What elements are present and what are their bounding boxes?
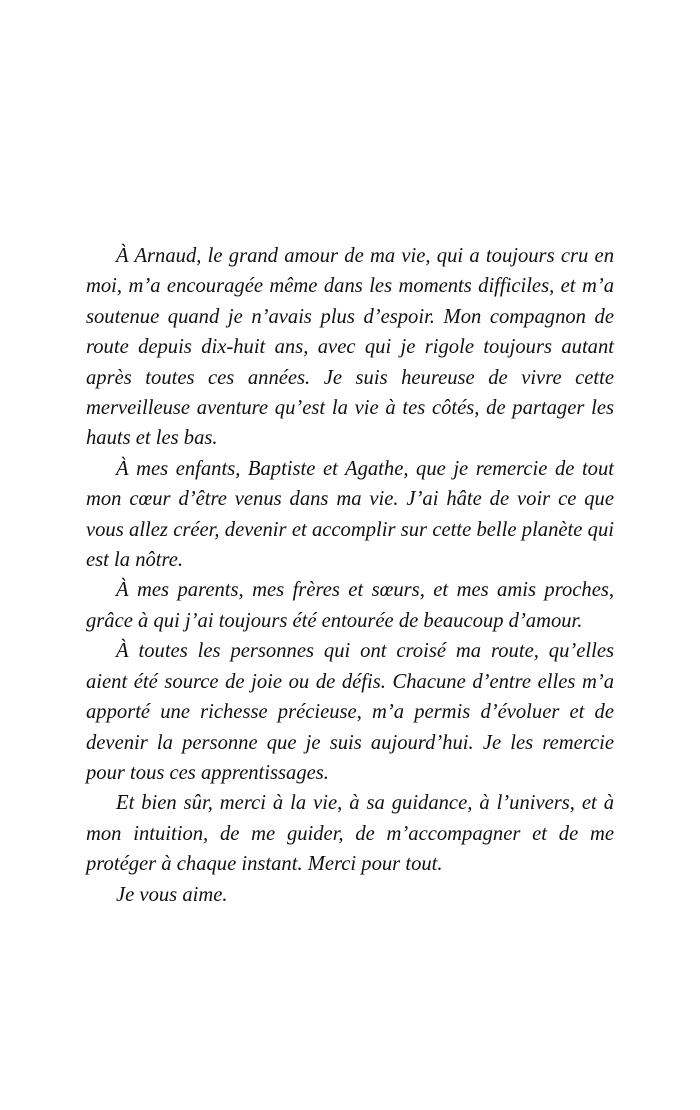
- paragraph-people: À toutes les personnes qui ont croisé ma route, qu’elles aient été source de joie ou de défis. Chacune d’entre elles m’a apporté une richesse précieuse, m’a permis d’évoluer et de devenir la personne que je suis aujourd’hui. Je les remercie pour tous ces apprentissages.: [86, 640, 614, 784]
- dedication-text: [86, 241, 614, 910]
- paragraph-family: À mes parents, mes frères et sœurs, et mes amis proches, grâce à qui j’ai toujours été entourée de beaucoup d’amour.: [86, 579, 614, 632]
- paragraph-children: À mes enfants, Baptiste et Agathe, que je remercie de tout mon cœur d’être venus dans ma vie. J’ai hâte de voir ce que vous allez créer, devenir et accomplir sur cette belle planète qui est la nôtre.: [86, 457, 614, 572]
- paragraph-life: Et bien sûr, merci à la vie, à sa guidance, à l’univers, et à mon intuition, de me guider, de m’accompagner et de me protéger à chaque instant. Merci pour tout.: [86, 792, 614, 876]
- paragraph-arnaud: À Arnaud, le grand amour de ma vie, qui a toujours cru en moi, m’a encouragée même dans les moments difficiles, et m’a soutenue quand je n’avais plus d’espoir. Mon compagnon de route depuis dix-huit ans, avec qui je rigole toujours autant après toutes ces années. Je suis heureuse de vivre cette merveilleuse aventure qu’est la vie à tes côtés, de partager les hauts et les bas.: [86, 245, 614, 450]
- paragraph-closing: Je vous aime.: [116, 883, 228, 906]
